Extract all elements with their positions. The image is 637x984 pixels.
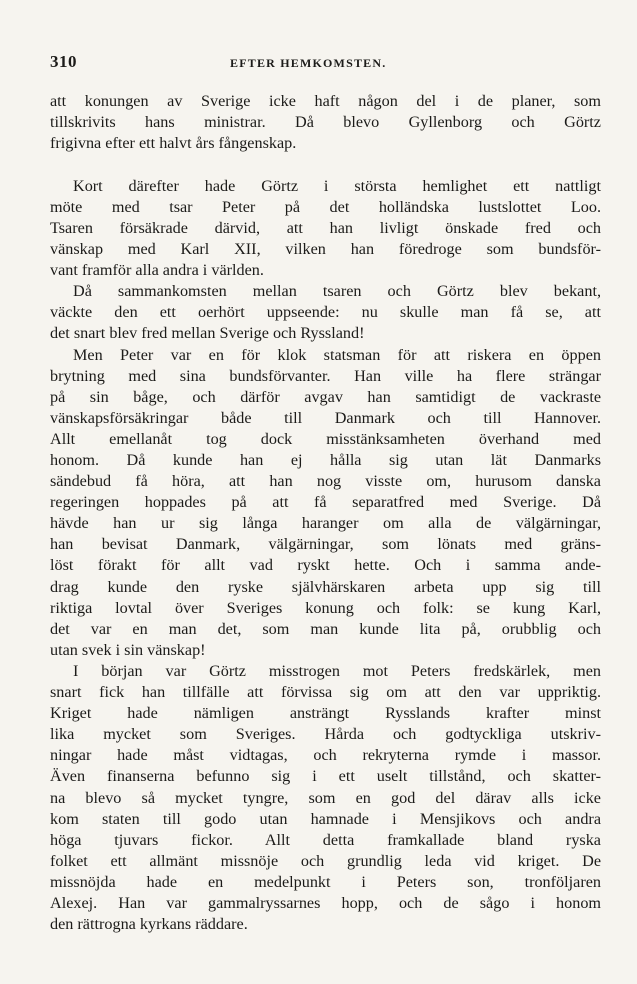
text-line: folket ett allmänt missnöje och grundlig leda vid kriget. De xyxy=(50,851,601,870)
text-line: vänskap med Karl XII, vilken han föredroge som bundsför- xyxy=(50,240,601,259)
text-line: löst förakt för allt vad ryskt hette. Och i samma ande- xyxy=(50,556,601,575)
text-line: Men Peter var en för klok statsman för att riskera en öppen xyxy=(73,345,601,364)
paragraph-gap xyxy=(50,154,601,176)
paragraph xyxy=(50,345,601,661)
paragraph xyxy=(50,176,601,281)
text-line: att konungen av Sverige icke haft någon del i de planer, som xyxy=(50,92,601,110)
text-line: den rättrogna kyrkans räddare. xyxy=(50,915,248,934)
text-line: väckte den ett oerhört uppseende: nu skulle man få se, att xyxy=(50,303,601,322)
text-line: na blevo så mycket tyngre, som en god del därav alls icke xyxy=(50,788,601,807)
text-line: Då sammankomsten mellan tsaren och Görtz blev bekant, xyxy=(73,282,601,301)
text-line: vänskapsförsäkringar både till Danmark och till Hannover. xyxy=(50,408,601,427)
text-line: sändebud få höra, att han nog visste om, hurusom danska xyxy=(50,472,601,491)
text-line: kom staten till godo utan hamnade i Mensjikovs och andra xyxy=(50,809,601,828)
text-line: brytning med sina bundsförvanter. Han ville ha flere strängar xyxy=(50,366,601,385)
paragraph xyxy=(50,661,601,935)
text-line: vant framför alla andra i världen. xyxy=(50,261,264,280)
page-number: 310 xyxy=(50,52,77,71)
running-head: EFTER HEMKOMSTEN. xyxy=(230,56,387,70)
text-line: Även finanserna befunno sig i ett uselt tillstånd, och skatter- xyxy=(50,767,601,786)
text-line: honom. Då kunde han ej hålla sig utan lät Danmarks xyxy=(50,451,601,469)
body-text xyxy=(50,91,601,935)
text-line: I början var Görtz misstrogen mot Peters fredskärlek, men xyxy=(73,661,601,680)
text-line: Allt emellanåt tog dock misstänksamheten överhand med xyxy=(50,429,601,448)
text-line: hävde han ur sig långa haranger om alla de välgärningar, xyxy=(50,514,601,533)
page-header xyxy=(50,52,595,72)
text-line: höga tjuvars fickor. Allt detta framkallade bland ryska xyxy=(50,830,601,849)
text-line: drag kunde den ryske självhärskaren arbeta upp sig till xyxy=(50,577,601,596)
text-line: lika mycket som Sveriges. Hårda och godtyckliga utskriv- xyxy=(50,725,601,744)
text-line: snart fick han tillfälle att förvissa sig om att den var uppriktig. xyxy=(50,683,601,702)
text-line: regeringen hoppades på att få separatfred med Sverige. Då xyxy=(50,493,601,512)
text-line: utan svek i sin vänskap! xyxy=(50,640,206,659)
text-line: frigivna efter ett halvt års fångenskap. xyxy=(50,134,297,153)
text-line: Tsaren försäkrade därvid, att han livligt önskade fred och xyxy=(50,218,601,237)
text-line: ningar hade måst vidtagas, och rekryterna rymde i massor. xyxy=(50,746,601,765)
paragraph xyxy=(50,281,601,344)
text-line: han bevisat Danmark, välgärningar, som lönats med gräns- xyxy=(50,535,601,554)
text-line: riktiga lovtal över Sveriges konung och folk: se kung Karl, xyxy=(50,598,601,617)
text-line: missnöjda hade en medelpunkt i Peters son, tronföljaren xyxy=(50,872,601,891)
paragraph xyxy=(50,91,601,154)
text-line: möte med tsar Peter på det holländska lustslottet Loo. xyxy=(50,197,601,216)
text-line: det var en man det, som man kunde lita på, orubblig och xyxy=(50,619,601,638)
text-line: tillskrivits hans ministrar. Då blevo Gyllenborg och Görtz xyxy=(50,113,601,132)
text-line: Kort därefter hade Görtz i största hemlighet ett nattligt xyxy=(73,176,601,195)
text-line: på sin båge, och därför avgav han samtidigt de vackraste xyxy=(50,387,601,406)
text-line: det snart blev fred mellan Sverige och Ryssland! xyxy=(50,324,365,343)
text-line: Alexej. Han var gammalryssarnes hopp, och de sågo i honom xyxy=(50,893,601,912)
text-line: Kriget hade nämligen ansträngt Rysslands krafter minst xyxy=(50,704,601,723)
